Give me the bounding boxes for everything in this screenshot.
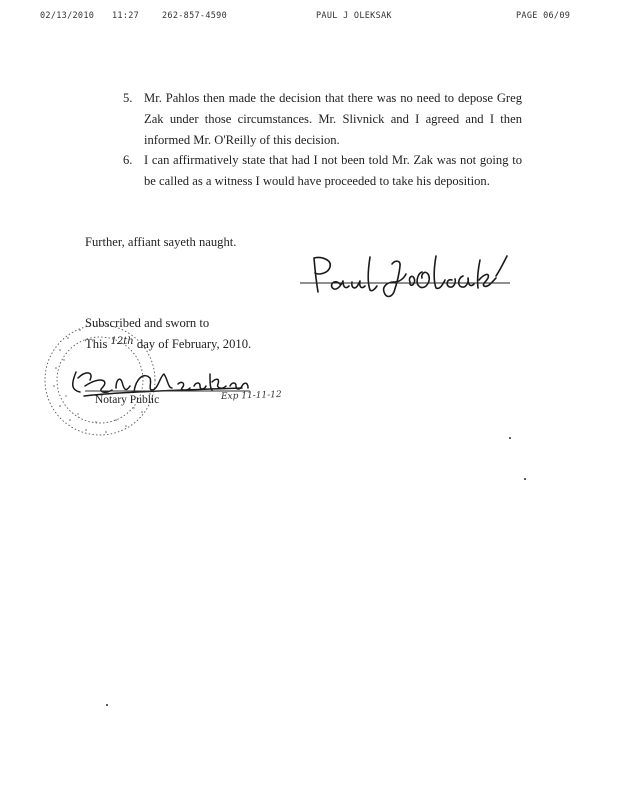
- jurat-subscribed: Subscribed and sworn to: [85, 316, 210, 330]
- notary-public-label: Notary Public: [95, 394, 160, 406]
- closing-statement: Further, affiant sayeth naught.: [85, 235, 237, 249]
- paragraph-text: I can affirmatively state that had I not been told Mr. Zak was not going to be called as a witness I would have proceeded to take his deposition.: [144, 153, 522, 188]
- paragraph-6: [123, 150, 523, 213]
- paragraph-5: [123, 88, 523, 151]
- paragraph-number: 6.: [123, 153, 133, 167]
- jurat-this: This: [85, 337, 108, 351]
- fax-phone: 262-857-4590: [162, 11, 228, 21]
- fax-sender: PAUL J OLEKSAK: [316, 11, 392, 21]
- affiant-signature: [300, 252, 515, 302]
- fax-time: 11:27: [112, 11, 140, 21]
- jurat-day-handwritten: 12th: [110, 336, 134, 347]
- notary-commission-expiry: Exp 11-11-12: [220, 389, 282, 403]
- scan-speck: [509, 437, 511, 439]
- fax-page-number: PAGE 06/09: [516, 11, 571, 21]
- jurat-date-line: [85, 334, 251, 356]
- paragraph-text: Mr. Pahlos then made the decision that there was no need to depose Greg Zak under those circumstances. Mr. Slivnick and I agreed and I then informed Mr. O'Reilly of this decision.: [144, 91, 522, 147]
- scan-speck: [106, 704, 108, 706]
- paragraph-number: 5.: [123, 91, 133, 105]
- scan-speck: [524, 478, 526, 480]
- jurat-day-rest: day of February, 2010.: [136, 337, 252, 351]
- fax-header: [0, 11, 618, 23]
- fax-date: 02/13/2010: [40, 11, 95, 21]
